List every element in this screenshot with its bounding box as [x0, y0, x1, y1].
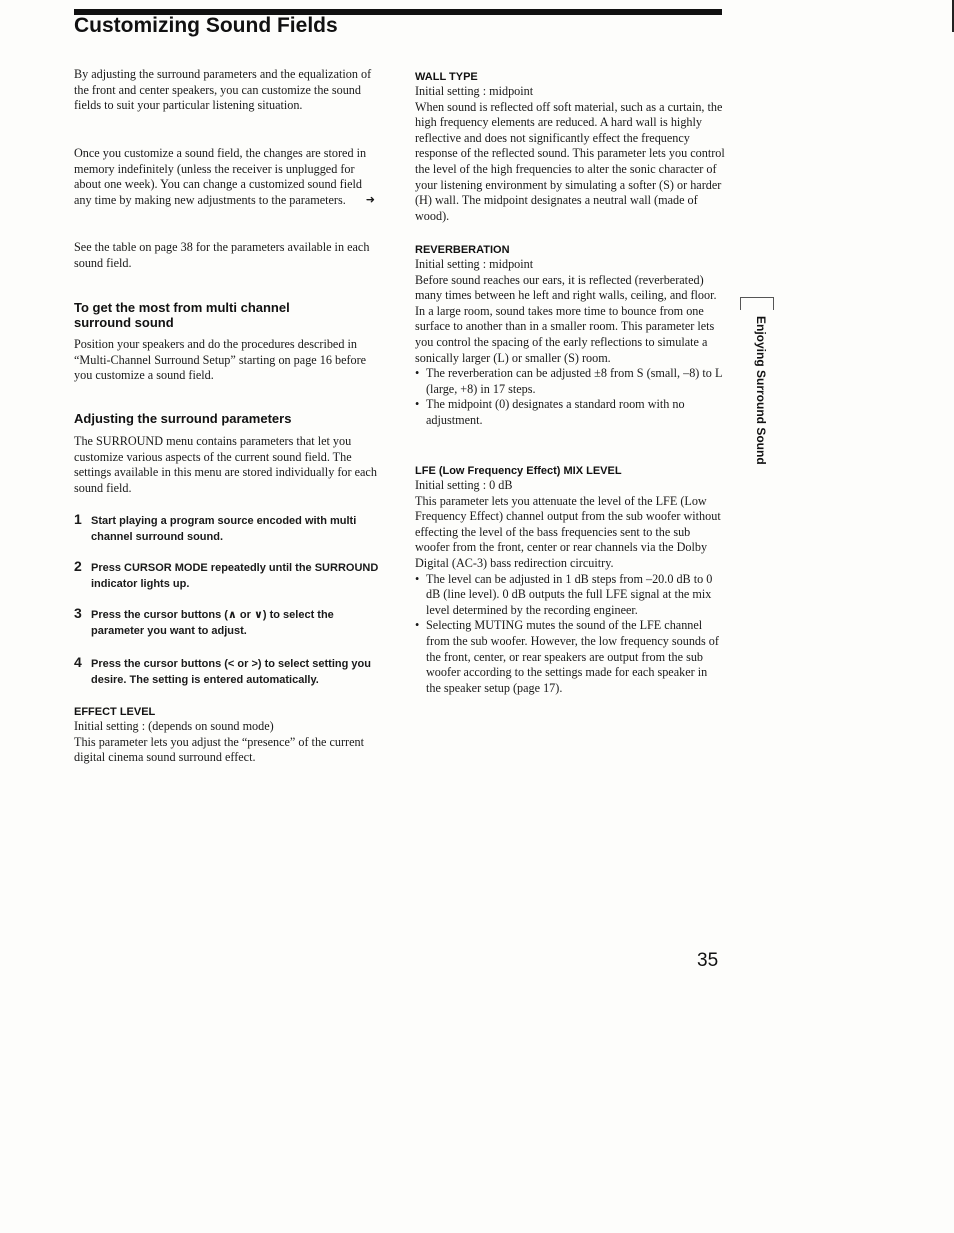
lfe-heading: LFE (Low Frequency Effect) MIX LEVEL [415, 465, 622, 477]
step-1 [74, 513, 379, 545]
lfe-bullets [415, 572, 725, 697]
wall-type-section [415, 70, 725, 224]
adjusting-body: The SURROUND menu contains parameters that let you customize various aspects of the current sound field. The settings available in this menu are stored individually for each sound field. [74, 434, 377, 495]
lfe-section [415, 464, 725, 696]
reverberation-section [415, 243, 725, 429]
effect-level-section [74, 705, 379, 766]
effect-level-heading: EFFECT LEVEL [74, 706, 156, 718]
section-side-label: Enjoying Surround Sound [754, 316, 768, 465]
step-text: Press the cursor buttons (< or >) to select setting you desire. The setting is entered automatically. [91, 658, 371, 686]
step-3 [74, 607, 379, 639]
effect-level-body: This parameter lets you adjust the “presence” of the current digital cinema sound surround effect. [74, 734, 365, 765]
step-text: Start playing a program source encoded with multi channel surround sound. [91, 515, 357, 543]
step-2 [74, 560, 379, 592]
wall-type-heading: WALL TYPE [415, 71, 478, 83]
multichannel-section [74, 300, 329, 330]
intro-paragraph-2: Once you customize a sound field, the changes are stored in memory indefinitely (unless the receiver is unplugged for about one week). You can change a customized sound field any time by making new adjustments to the parameters. ➜ [74, 146, 375, 207]
reverberation-body: Before sound reaches our ears, it is reflected (reverberated) many times between he left and right walls, ceiling, and floor. In a large room, sound takes more time to bounce from one surface to another than in a smaller room. This parameter lets you control the spacing of the early reflections to simulate a sonically larger (L) or smaller (S) room. [415, 272, 717, 365]
adjusting-section [74, 411, 379, 426]
effect-level-initial: Initial setting : (depends on sound mode) [74, 719, 274, 733]
step-number: 2 [74, 558, 82, 574]
reverberation-initial: Initial setting : midpoint [415, 257, 534, 271]
multichannel-body: Position your speakers and do the procedures described in “Multi-Channel Surround Setup” starting on page 16 before you customize a sound field. [74, 337, 367, 383]
list-item: • The level can be adjusted in 1 dB steps from –20.0 dB to 0 dB (line level). 0 dB outputs the full LFE signal at the mix level determined by the recording engineer. [415, 572, 725, 619]
list-item: • The midpoint (0) designates a standard room with no adjustment. [415, 397, 725, 428]
reverberation-bullets [415, 366, 725, 428]
page-title: Customizing Sound Fields [74, 14, 338, 37]
list-item: • The reverberation can be adjusted ±8 from S (small, –8) to L (large, +8) in 17 steps. [415, 366, 725, 397]
adjusting-heading: Adjusting the surround parameters [74, 411, 292, 426]
page-number: 35 [697, 950, 719, 971]
step-4 [74, 656, 379, 688]
list-item: • Selecting MUTING mutes the sound of the LFE channel from the sub woofer. However, the low frequency sounds of the front, center, or rear speakers are output from the sub woofer according to the settings made for each speaker in the speaker setup (page 17). [415, 618, 725, 696]
multichannel-heading: To get the most from multi channel surround sound [74, 300, 290, 330]
intro-paragraph-1: By adjusting the surround parameters and the equalization of the front and center speakers, you can customize the sound fields to suit your particular listening situation. [74, 67, 372, 113]
arrow-right-icon: ➜ [365, 193, 375, 207]
lfe-initial: Initial setting : 0 dB [415, 478, 513, 492]
step-number: 1 [74, 511, 82, 527]
section-tab-marker [740, 297, 774, 310]
reverberation-heading: REVERBERATION [415, 244, 510, 256]
step-text: Press the cursor buttons (∧ or ∨) to select the parameter you want to adjust. [91, 609, 334, 637]
lfe-body: This parameter lets you attenuate the level of the LFE (Low Frequency Effect) channel output from the sub woofer without effecting the level of the bass frequencies sent to the sub woofer from the front, center or rear channels via the Dolby Digital (AC-3) bass redirection circuitry. [415, 493, 721, 570]
step-number: 4 [74, 654, 82, 670]
step-text: Press CURSOR MODE repeatedly until the SURROUND indicator lights up. [91, 562, 379, 590]
wall-type-initial: Initial setting : midpoint [415, 84, 534, 98]
step-number: 3 [74, 605, 82, 621]
intro-paragraph-3: See the table on page 38 for the parameters available in each sound field. [74, 240, 370, 270]
wall-type-body: When sound is reflected off soft material, such as a curtain, the high frequency elements are reduced. A hard wall is highly reflective and does not significantly effect the frequency response of the reflected sound. This parameter lets you control the level of the high frequencies to alter the sonic character of your listening environment by simulating a softer (S) or harder (H) wall. The midpoint designates a neutral wall (made of wood). [415, 99, 725, 223]
